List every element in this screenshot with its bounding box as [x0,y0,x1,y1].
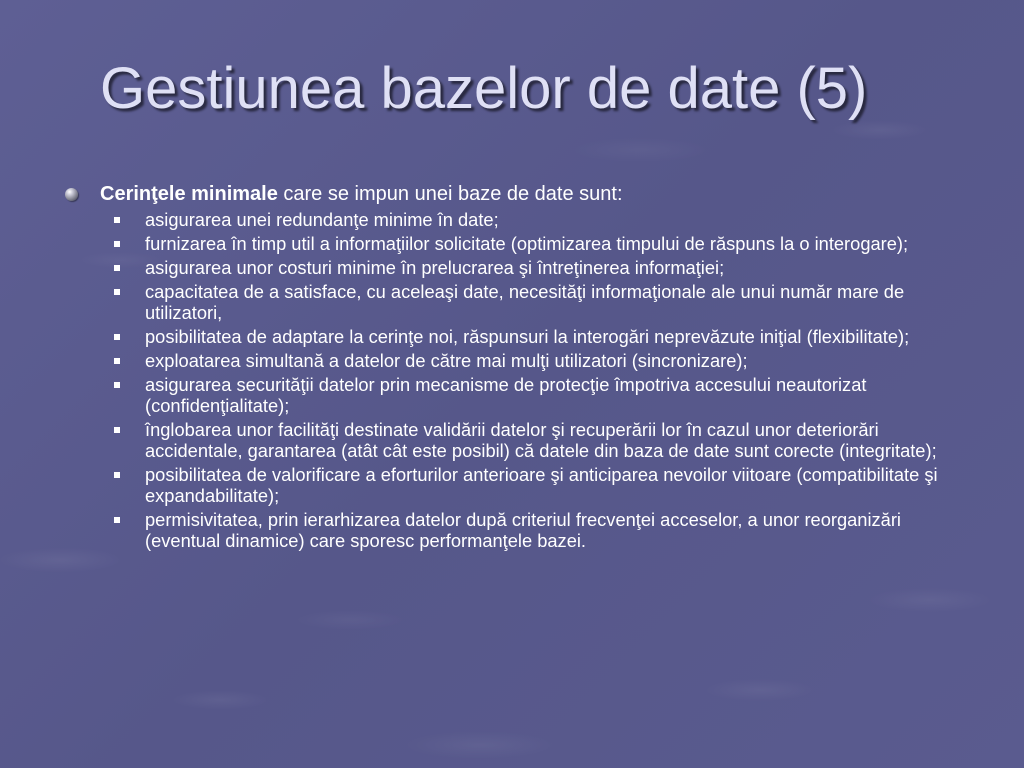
sphere-bullet-icon [65,188,78,201]
square-bullet-icon [114,334,120,340]
list-item-text: permisivitatea, prin ierarhizarea datelor după criteriul frecvenţei acceselor, a unor reorganizări (eventual dinamice) care sporesc performanţele bazei. [145,509,901,551]
square-bullet-icon [114,472,120,478]
list-item [62,509,955,551]
list-item-text: înglobarea unor facilităţi destinate validării datelor şi recuperării lor în cazul unor deteriorări accidentale, garantarea (atât cât este posibil) că datele din baza de date sunt corecte (integritate); [145,419,937,461]
list-item-text: posibilitatea de valorificare a eforturilor anterioare şi anticiparea nevoilor viitoare (compatibilitate şi expandabilitate); [145,464,938,506]
intro-bold-text: Cerinţele minimale [100,183,278,205]
list-item [62,374,955,416]
list-item-text: furnizarea în timp util a informaţiilor solicitate (optimizarea timpului de răspuns la o interogare); [145,233,909,254]
square-bullet-icon [114,358,120,364]
list-item [62,233,955,254]
intro-bullet [62,181,982,207]
list-item-text: exploatarea simultană a datelor de către mai mulţi utilizatori (sincronizare); [145,350,748,371]
list-item [62,350,955,371]
square-bullet-icon [114,265,120,271]
list-item [62,419,955,461]
list-item [62,209,955,230]
square-bullet-icon [114,241,120,247]
list-item [62,257,955,278]
square-bullet-icon [114,382,120,388]
requirements-list [62,209,982,551]
square-bullet-icon [114,517,120,523]
square-bullet-icon [114,289,120,295]
list-item-text: asigurarea securităţii datelor prin mecanisme de protecţie împotriva accesului neautorizat (confidenţialitate); [145,374,867,416]
list-item [62,326,955,347]
square-bullet-icon [114,217,120,223]
slide-title: Gestiunea bazelor de date (5) [100,56,868,121]
list-item-text: asigurarea unei redundanţe minime în date; [145,209,499,230]
intro-text: care se impun unei baze de date sunt: [277,183,623,205]
list-item [62,281,955,323]
list-item-text: posibilitatea de adaptare la cerinţe noi, răspunsuri la interogări neprevăzute iniţial (flexibilitate); [145,326,910,347]
list-item-text: capacitatea de a satisface, cu aceleaşi date, necesităţi informaţionale ale unui număr mare de utilizatori, [145,281,905,323]
list-item [62,464,955,506]
slide-content [62,181,982,554]
square-bullet-icon [114,427,120,433]
list-item-text: asigurarea unor costuri minime în prelucrarea şi întreţinerea informaţiei; [145,257,725,278]
